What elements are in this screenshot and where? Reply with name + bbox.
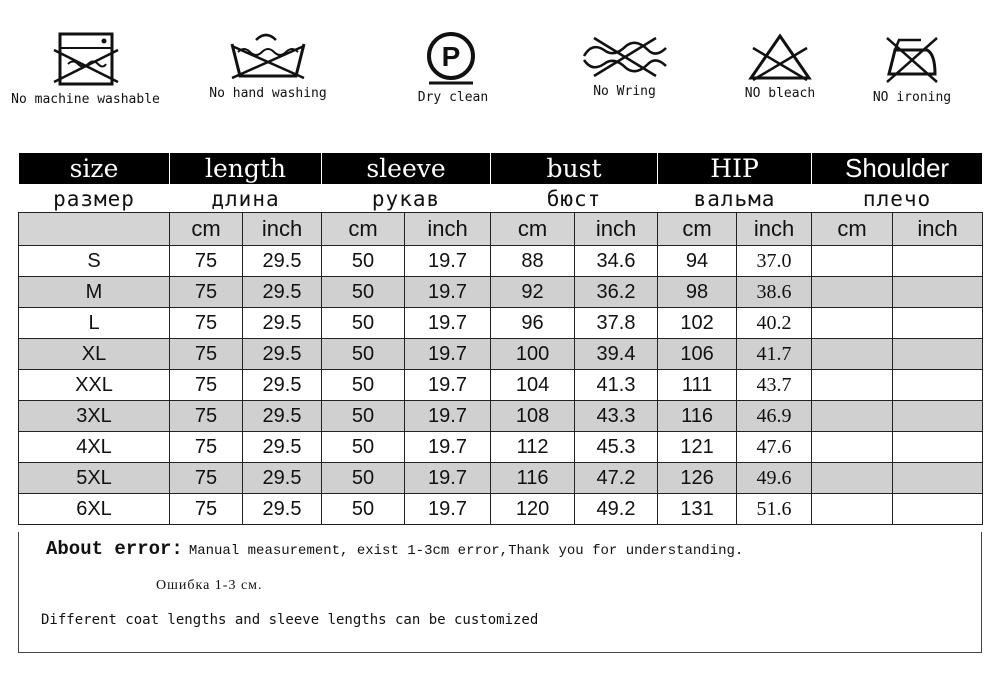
no-ironing-icon — [881, 30, 943, 86]
size-cell: M — [19, 277, 170, 308]
care-item — [572, 30, 677, 99]
value-cell: 50 — [322, 432, 405, 463]
no-wring-icon — [580, 30, 670, 80]
empty-cell — [893, 463, 983, 494]
value-cell: 29.5 — [243, 339, 322, 370]
value-cell: 34.6 — [575, 246, 658, 277]
value-cell: 41.7 — [737, 339, 812, 370]
size-cell: 4XL — [19, 432, 170, 463]
no-hand-wash-icon — [226, 30, 310, 82]
header-shoulder-ru: плечо — [812, 185, 983, 213]
header-hip-ru: вальма — [658, 185, 812, 213]
note-box — [18, 532, 982, 653]
value-cell: 116 — [491, 463, 575, 494]
value-cell: 29.5 — [243, 308, 322, 339]
header-sleeve: sleeve — [322, 153, 491, 185]
value-cell: 43.7 — [737, 370, 812, 401]
unit-cm: cm — [658, 213, 737, 246]
header-length-ru: длина — [170, 185, 322, 213]
value-cell: 75 — [170, 246, 243, 277]
value-cell: 112 — [491, 432, 575, 463]
value-cell: 41.3 — [575, 370, 658, 401]
value-cell: 126 — [658, 463, 737, 494]
error-text: Manual measurement, exist 1-3cm error,Thank you for understanding. — [188, 543, 744, 559]
header-hip: HIP — [658, 153, 812, 185]
value-cell: 19.7 — [405, 401, 491, 432]
value-cell: 50 — [322, 463, 405, 494]
header-row-ru — [19, 185, 983, 213]
header-size: size — [19, 153, 170, 185]
value-cell: 120 — [491, 494, 575, 525]
value-cell: 94 — [658, 246, 737, 277]
table-row — [19, 246, 983, 277]
care-item — [8, 30, 163, 107]
value-cell: 50 — [322, 494, 405, 525]
care-item — [725, 30, 835, 101]
value-cell: 46.9 — [737, 401, 812, 432]
value-cell: 29.5 — [243, 494, 322, 525]
table-row — [19, 339, 983, 370]
value-cell: 47.6 — [737, 432, 812, 463]
svg-text:P: P — [441, 41, 461, 72]
value-cell: 75 — [170, 401, 243, 432]
table-row — [19, 308, 983, 339]
value-cell: 19.7 — [405, 277, 491, 308]
unit-cm: cm — [491, 213, 575, 246]
unit-cm: cm — [812, 213, 893, 246]
empty-cell — [893, 401, 983, 432]
unit-inch: inch — [405, 213, 491, 246]
header-sleeve-ru: рукав — [322, 185, 491, 213]
error-note — [46, 538, 743, 560]
care-item — [198, 30, 338, 101]
value-cell: 75 — [170, 308, 243, 339]
custom-note: Different coat lengths and sleeve lengths can be customized — [41, 612, 539, 628]
empty-cell — [812, 277, 893, 308]
size-cell: 3XL — [19, 401, 170, 432]
value-cell: 75 — [170, 432, 243, 463]
value-cell: 19.7 — [405, 308, 491, 339]
header-bust: bust — [491, 153, 658, 185]
empty-cell — [812, 401, 893, 432]
value-cell: 75 — [170, 463, 243, 494]
value-cell: 29.5 — [243, 401, 322, 432]
value-cell: 19.7 — [405, 494, 491, 525]
value-cell: 47.2 — [575, 463, 658, 494]
header-row — [19, 153, 983, 185]
value-cell: 102 — [658, 308, 737, 339]
table-row — [19, 432, 983, 463]
value-cell: 19.7 — [405, 339, 491, 370]
care-label: No machine washable — [11, 92, 160, 107]
value-cell: 116 — [658, 401, 737, 432]
care-label: NO ironing — [872, 90, 952, 105]
value-cell: 19.7 — [405, 246, 491, 277]
value-cell: 100 — [491, 339, 575, 370]
dry-clean-icon — [423, 30, 483, 86]
error-note-ru: Ошибка 1-3 см. — [156, 578, 263, 593]
empty-cell — [893, 308, 983, 339]
value-cell: 75 — [170, 339, 243, 370]
empty-cell — [893, 246, 983, 277]
value-cell: 50 — [322, 401, 405, 432]
empty-cell — [812, 308, 893, 339]
empty-cell — [812, 339, 893, 370]
value-cell: 121 — [658, 432, 737, 463]
value-cell: 19.7 — [405, 432, 491, 463]
unit-inch: inch — [737, 213, 812, 246]
value-cell: 111 — [658, 370, 737, 401]
value-cell: 50 — [322, 308, 405, 339]
size-cell: S — [19, 246, 170, 277]
size-cell: XXL — [19, 370, 170, 401]
value-cell: 98 — [658, 277, 737, 308]
value-cell: 45.3 — [575, 432, 658, 463]
value-cell: 50 — [322, 370, 405, 401]
value-cell: 50 — [322, 246, 405, 277]
unit-cm: cm — [170, 213, 243, 246]
empty-cell — [812, 370, 893, 401]
error-title: About error: — [46, 538, 183, 560]
no-machine-wash-icon — [50, 30, 122, 88]
value-cell: 50 — [322, 339, 405, 370]
value-cell: 29.5 — [243, 277, 322, 308]
value-cell: 75 — [170, 494, 243, 525]
value-cell: 39.4 — [575, 339, 658, 370]
value-cell: 50 — [322, 277, 405, 308]
value-cell: 108 — [491, 401, 575, 432]
care-item — [398, 30, 508, 105]
size-rows — [19, 246, 983, 525]
value-cell: 19.7 — [405, 463, 491, 494]
value-cell: 19.7 — [405, 370, 491, 401]
value-cell: 106 — [658, 339, 737, 370]
value-cell: 92 — [491, 277, 575, 308]
value-cell: 131 — [658, 494, 737, 525]
table-row — [19, 463, 983, 494]
no-bleach-icon — [745, 30, 815, 82]
value-cell: 104 — [491, 370, 575, 401]
value-cell: 75 — [170, 277, 243, 308]
value-cell: 29.5 — [243, 463, 322, 494]
size-cell: 6XL — [19, 494, 170, 525]
care-label: NO bleach — [744, 86, 816, 101]
care-symbols — [0, 30, 1000, 120]
table-row — [19, 370, 983, 401]
unit-cm: cm — [322, 213, 405, 246]
care-label: No Wring — [593, 84, 656, 99]
care-label: No hand washing — [209, 86, 327, 101]
table-row — [19, 494, 983, 525]
value-cell: 37.8 — [575, 308, 658, 339]
value-cell: 38.6 — [737, 277, 812, 308]
empty-cell — [893, 339, 983, 370]
empty-cell — [893, 277, 983, 308]
value-cell: 40.2 — [737, 308, 812, 339]
value-cell: 29.5 — [243, 246, 322, 277]
value-cell: 49.2 — [575, 494, 658, 525]
header-size-ru: размер — [19, 185, 170, 213]
value-cell: 49.6 — [737, 463, 812, 494]
value-cell: 37.0 — [737, 246, 812, 277]
unit-row — [19, 213, 983, 246]
empty-cell — [893, 432, 983, 463]
table-row — [19, 401, 983, 432]
value-cell: 96 — [491, 308, 575, 339]
size-cell: XL — [19, 339, 170, 370]
value-cell: 36.2 — [575, 277, 658, 308]
size-chart-table — [18, 152, 983, 525]
care-item — [862, 30, 962, 105]
care-label: Dry clean — [417, 90, 489, 105]
empty-cell — [812, 494, 893, 525]
unit-inch: inch — [243, 213, 322, 246]
table-row — [19, 277, 983, 308]
size-cell: L — [19, 308, 170, 339]
value-cell: 29.5 — [243, 432, 322, 463]
unit-cell — [19, 213, 170, 246]
unit-inch: inch — [575, 213, 658, 246]
empty-cell — [812, 463, 893, 494]
value-cell: 88 — [491, 246, 575, 277]
empty-cell — [812, 246, 893, 277]
unit-inch: inch — [893, 213, 983, 246]
value-cell: 51.6 — [737, 494, 812, 525]
empty-cell — [812, 432, 893, 463]
empty-cell — [893, 370, 983, 401]
value-cell: 29.5 — [243, 370, 322, 401]
header-length: length — [170, 153, 322, 185]
value-cell: 43.3 — [575, 401, 658, 432]
value-cell: 75 — [170, 370, 243, 401]
header-bust-ru: бюст — [491, 185, 658, 213]
empty-cell — [893, 494, 983, 525]
size-cell: 5XL — [19, 463, 170, 494]
header-shoulder: Shoulder — [812, 153, 983, 185]
